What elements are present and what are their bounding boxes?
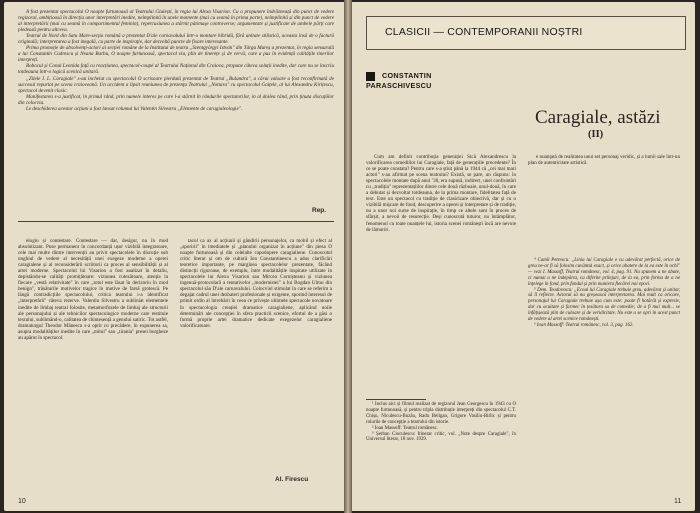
footnote-5: ⁵ Dem. Teodorescu: „Ecoul lui Caragiale trebuie greu, adevărat și unitar, să îl reflecte. Actorul să nu greșească interpretarea. Mai mult ca oricare, personajul lui Caragiale trebuie așa cum este: poate fi hotărât și expresiv, dar cu acuitate și farmec în țesătura sa de comedie; de a fi mai mult... se înfățișează plin de culoare și de veridicitate. Nu este a se opri în acest punct de vedere al artei scenice românești. <box>528 287 680 323</box>
footnotes-column-2 <box>528 258 680 329</box>
page-number-right: 11 <box>674 498 682 505</box>
footnotes-column-1 <box>366 402 516 443</box>
left-column-1 <box>18 238 168 341</box>
footnote-3: ³ Șerban Cioculescu: Itinerar critic, vol. „Note despre Caragiale", în Universul literar, 18 nov. 1939. <box>366 431 516 443</box>
intro-paragraph-2: Teatrul de Nord din Satu Mare-secția română a prezentat D'ale carnavalului într-o montare hibridă, fără unitate stilistică, aceasta însă de o factură originală; interpretarea a fost inegală, cu parte de inspirație, dar dezvoltă puncte de fixare interesante. <box>18 33 334 46</box>
section-header <box>366 16 686 50</box>
author-last-name: PARASCHIVESCU <box>366 81 432 90</box>
right-column-1 <box>366 154 516 233</box>
book-gutter <box>344 0 352 513</box>
right-column-2-text: e nuanțată de realitatea unui set personaj veridic, și a lumii sale într-un plan de autenticitate artistică. <box>528 154 680 167</box>
page-number-left: 10 <box>18 498 26 505</box>
right-page <box>352 2 695 511</box>
section-title: CLASICII — CONTEMPORANII NOȘTRI <box>385 26 583 38</box>
intro-paragraph-7: Le deschiderea acestor acțiuni a fost lansat volumul lui Valentin Silvestru „Elemente de caragialeologie". <box>26 105 243 112</box>
intro-paragraph-5: „Zilele I. L. Caragiale" s-au încheiat cu spectacolul O scrisoare pierdută prezentat de Teatrul „Bulandra", a cărui valoare a fost reconfirmată de succesul repurtat pe scena craioveană. Un accident a lipsit reuniunea de prezența Teatrului „Nottara" cu spectacolul Gaițele, al lui Alexandru Kirițescu, spectacol devenit clasic. <box>18 75 334 94</box>
footnote-1: ¹ Inclus aici și filmul realizat de regizorul Jean Georgescu în 1943 cu O noapte furtunoasă, și pentru tripla distribuție interpreți din spectacolul C.T. Chișu, Niculescu-Buzău, Radu Beligan, Grigore Vasiliu-Birlic și pentru rolurile de concepție a teatrului din istorie. <box>366 402 516 425</box>
author-bullet-icon <box>366 72 375 81</box>
signature-firescu: Al. Firescu <box>275 476 309 483</box>
author-first-name: CONSTANTIN <box>382 71 432 80</box>
intro-paragraph-4: Bobocul și Conul Leonida față cu reacțiunea, spectacol-coupé al Teatrului Național din Craiova, propune câteva soluții inedite, dar care nu se înscriu totdeauna într-o logică scenică unitară. <box>18 63 334 76</box>
article-title: Caragiale, astăzi <box>535 107 661 128</box>
section-divider <box>18 221 334 222</box>
signature-rep: Rep. <box>312 207 327 214</box>
left-column-1-text: elogiu și contestare. Contestare — dar, desigur, nu în mod absolutizant. Puse permanent în concordanță ușor vizibilă integratoare, cele mai multe dintre intervenții au privit spectacolele în discuție sub unghiul de vedere al necesității unei exegeze moderne a operei caragialene și al reconsiderării scriiturii ca proces al sensibilității și al artei moderne. Spectacolul lui Visarion a fost analizat în detaliu, depistându-se calități promițătoare: viziunea cutezătoare, atenția la fiecare „vestă relativitate" în care „totul este lăsat în derizoriu în mod benign", trăsăturile motivelor tragice în motive de farsă grotescă. Pe lângă contradicțiile spectacolului, critica teatrului i-a identificat „interpretării" câteva rezerve. Valentin Silvestru a subliniat elementele inedite de limbaj teatral folosite, metamorfozele de limbaj ale structurii ale personajului și ale tehnicilor spectacologice moderne care restituie textului, sublimând-o, calitatea de chintesență a genului satiric. Tot astfel, dramaturgul Theodor Mănescu s-a oprit cu precădere, în expunerea sa, asupra modalităților inedite în care „mitul" sau „tirania" presei burgheze au apărut în spectacol. <box>18 238 168 341</box>
left-column-2 <box>180 238 332 329</box>
footnote-2: ² Ioan Massoff: Teatrul românesc. <box>372 425 438 431</box>
footnote-4: ⁴ Camil Petrescu: „Linia lui Caragiale e cu adevărat perfectă, orice de greu ne-ar fi să folosim cuvântul exact, și orice abatere de la ea este în ochi" — vezi I. Massoff, Teatrul românesc, vol. 4, pag. 91. Nu spunem a ne abate, ci numai a ne îndepărta, cu diferite prilejuri, de la ea, prin forma de a ne înțelege în fond, prin fondul și prin maniera fiecărei noi epoci. <box>528 258 680 287</box>
intro-text <box>18 9 334 112</box>
right-column-2 <box>528 154 680 166</box>
intro-paragraph-3: Prima promoție de absolvenți-actori ai secției române de la Institutul de teatru „Szentgyörgyi István" din Târgu Mureș a prezentat, în regia sensurală a lui Constantin Codrescu și Neana Barbu, O noapte furtunoasă, spectacol viu, plin de tinerețe și de vervă, care a pus în evidență calitățile tinerilor interpreți. <box>18 45 334 64</box>
footnote-rule <box>366 399 426 400</box>
article-part-number: (II) <box>588 129 604 140</box>
right-column-1-text: Cum am definit contribuția generației Sică Alexandrescu la valorificarea comediilor lui Caragiale, față de generațiile precedente? În ce se poate constata? Pentru care s-a știut până la 1944 că „cei mai mari actori" s-au afirmat pe scena teatrului? Există, se pare, un răspuns: în spectacolele montate după anul ’30, era supusă, indirect, unei confruntări cu „tradiția" reprezentațiilor dintre cele două războaie, unul-două, în care a debutat și dezvoltat totdeauna, de la prima montare, fidelitatea față de text. Este un spectacol cu tradiție de clasicizare obiectivă, dar și cu o vizibilă mișcare de fond, descoperire a operei și interpretare și de tradiție, nu a unor noi surse de inspirație, în timp ce altele sunt în proces de sfârșit, a nevoii de resurecție. Deși cunoscută tuturor, nu întâmplător, fenomenul cu toate nuanțele lui, istoria scenei românești încă are nevoie de lămuriri. <box>366 154 516 233</box>
footnote-6: ⁶ Ioan Massoff: Teatrul românesc, vol. 3, pag. 162. <box>534 322 634 328</box>
intro-paragraph-6: Manifestarea s-a justificat, în primul rând, prin numele interes pe care l-a stârnit în rândurile spectatorilor, in al doilea rând, prin ținuta discuțiilor din colocviu. <box>18 93 334 106</box>
intro-paragraph-1: A fost prezentat spectacolul O noapte furtunoasă al Teatrului Giulești, în regia lui Alexa Visarion. Cu o propunere îndrăzneață din punct de vedere regizoral, ambițioasă în direcția unor interpretări inedite, neîmplinită în unele momente (mai cu seamă în prima parte), neîmplinită și din punct de vedere al interpretării (mai cu seamă în compartimentul feminin), repercusiunea a stârnit pătimașe controverse; argumentate și justificate de ambele părți care pledează pentru altceva. <box>18 9 334 34</box>
left-page <box>4 2 344 511</box>
left-column-2-text: tacol ca ax al acțiunii și gândirii personajelor, ca mobil și efect al „sporirii" în imediatele și „planului organizat în acțiune" din piesa O noapte furtunoasă și din celelalte capodopere caragialiene. Cunoscutul critic literar și om de cultură Ion Constantinescu a adus clarificări teoretice importante, pe marginea spectacolelor prezentate, făcând distincții riguroase, de exemplu, între modalitățile inspirate utilizate în spectacolele lui Alexa Visarion sau Mircea Cornișteanu și viziunea ingenuă-protocolară a tentativelor „modernistei" a lui Bogdan Ulmu din spectacolul său D'ale carnavalului. Colocviul stimulat în care se referim a degajat cadrul unei dezbateri profesionale și exigente, sporind interesul de primit ordin al întrebării în ceea ce privește ultimele spectacole novatoare în spectacologia creației dramatice caragialiene, aplicând noile determinări ale concepției în sfera practicii scenice, efortul de a găsi o formă proprie artei dramatice dedicate exegezelor caragialiene valorificatoare. <box>180 238 332 329</box>
